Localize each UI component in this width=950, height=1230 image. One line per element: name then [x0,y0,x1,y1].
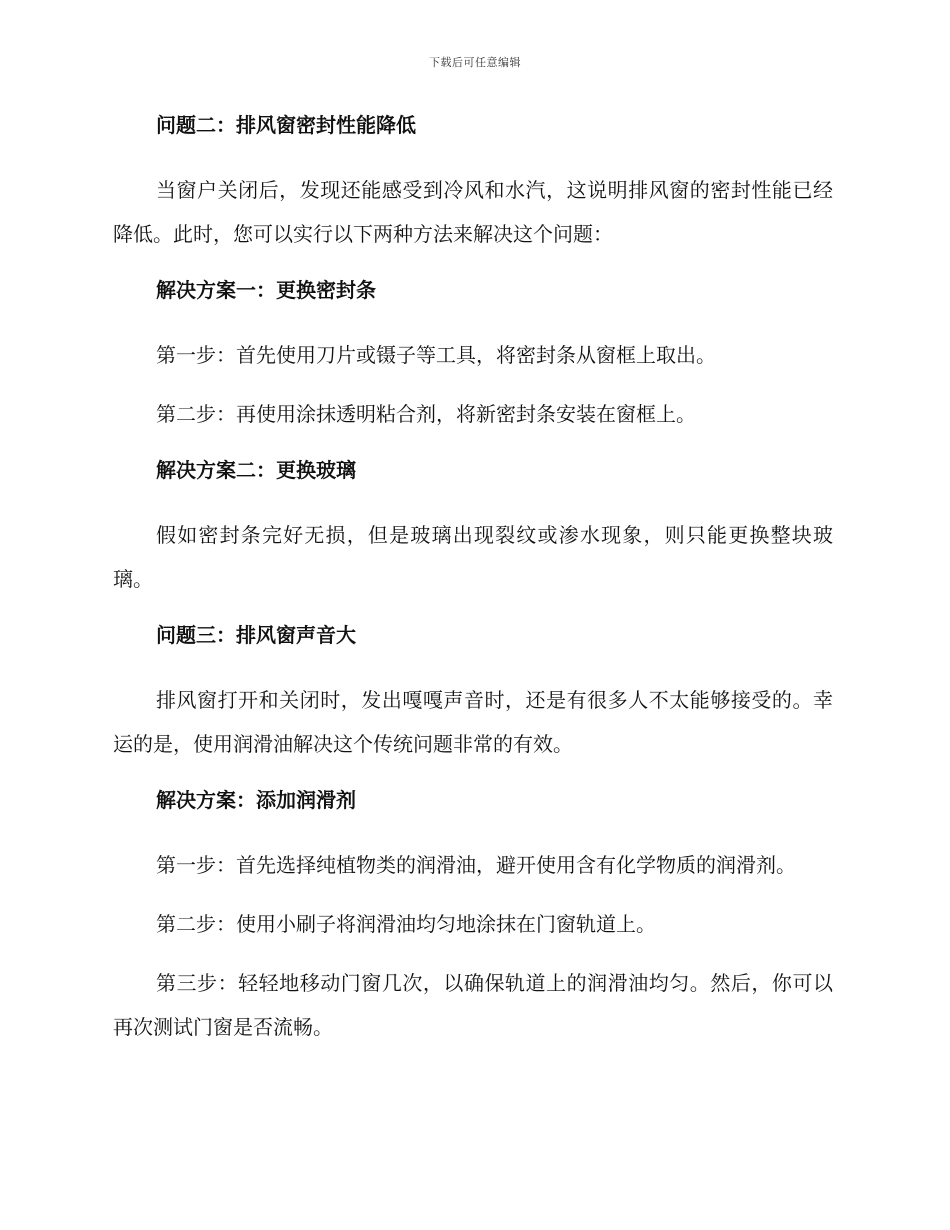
problem3-heading: 问题三：排风窗声音大 [156,623,356,647]
solution1-step2: 第二步：再使用涂抹透明粘合剂，将新密封条安装在窗框上。 [156,402,696,426]
header-note: 下载后可任意编辑 [429,56,521,69]
solution3-step3: 第三步：轻轻地移动门窗几次，以确保轨道上的润滑油均匀。然后，你可以再次测试门窗是否流畅。 [113,971,833,1039]
solution3-heading: 解决方案：添加润滑剂 [156,788,356,812]
solution3-step1: 第一步：首先选择纯植物类的润滑油，避开使用含有化学物质的润滑剂。 [156,853,796,877]
problem3-intro: 排风窗打开和关闭时，发出嘎嘎声音时，还是有很多人不太能够接受的。幸运的是，使用润滑油解决这个传统问题非常的有效。 [113,688,833,756]
solution1-heading: 解决方案一：更换密封条 [156,278,376,302]
problem2-heading: 问题二：排风窗密封性能降低 [156,113,416,137]
document-body [113,110,833,1049]
solution2-text: 假如密封条完好无损，但是玻璃出现裂纹或渗水现象，则只能更换整块玻璃。 [113,523,833,591]
problem2-intro: 当窗户关闭后，发现还能感受到冷风和水汽，这说明排风窗的密封性能已经降低。此时，您可以实行以下两种方法来解决这个问题： [113,178,833,246]
solution3-step2: 第二步：使用小刷子将润滑油均匀地涂抹在门窗轨道上。 [156,912,656,936]
solution1-step1: 第一步：首先使用刀片或镊子等工具，将密封条从窗框上取出。 [156,343,716,367]
solution2-heading: 解决方案二：更换玻璃 [156,458,356,482]
